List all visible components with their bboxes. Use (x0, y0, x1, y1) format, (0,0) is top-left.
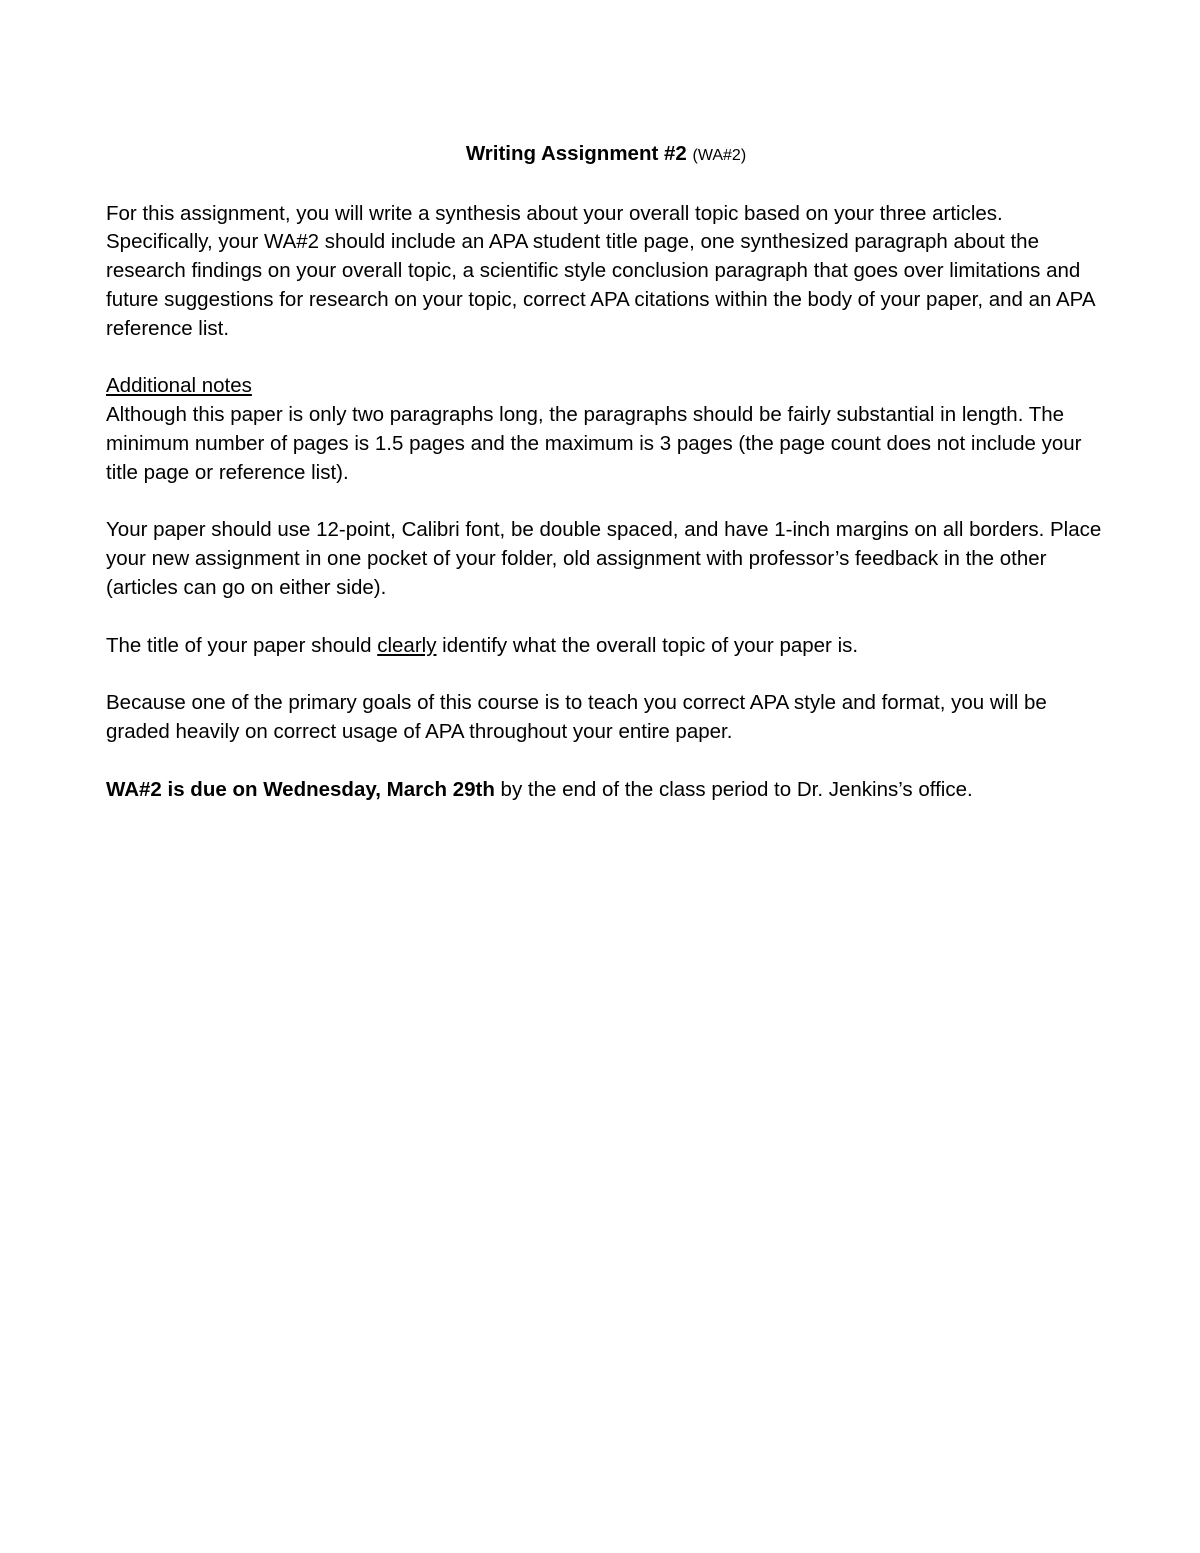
title-requirement-after: identify what the overall topic of your paper is. (436, 633, 859, 657)
additional-notes-text: Although this paper is only two paragraphs long, the paragraphs should be fairly substantial in length. The minimum number of pages is 1.5 pages and the maximum is 3 pages (the page count does not include your title page or reference list). (106, 403, 1082, 484)
apa-paragraph: Because one of the primary goals of this course is to teach you correct APA style and format, you will be graded heavily on correct usage of APA throughout your entire paper. (106, 691, 1047, 743)
additional-notes-heading: Additional notes (106, 374, 252, 398)
title-main: Writing Assignment #2 (465, 142, 687, 165)
intro-paragraph: For this assignment, you will write a synthesis about your overall topic based on your three articles. Specifically, your WA#2 should include an APA student title page, one synthesized paragraph about the research findings on your overall topic, a scientific style conclusion paragraph that goes over limitations and future suggestions for research on your topic, correct APA citations within the body of your paper, and an APA reference list. (106, 201, 1095, 340)
title-abbreviation: (WA#2) (692, 147, 747, 164)
due-date-rest: by the end of the class period to Dr. Jenkins’s office. (494, 777, 973, 801)
due-date-bold: WA#2 is due on Wednesday, March 29th (106, 777, 495, 801)
due-date-paragraph (106, 776, 1106, 805)
document-title (106, 140, 1106, 171)
format-paragraph: Your paper should use 12-point, Calibri font, be double spaced, and have 1-inch margins on all borders. Place your new assignment in one pocket of your folder, old assignment with professor’s feedback in the other (articles can go on either side). (106, 518, 1102, 599)
title-requirement-paragraph (106, 632, 1106, 661)
title-requirement-emphasis: clearly (377, 633, 437, 657)
title-requirement-before: The title of your paper should (106, 633, 378, 657)
additional-notes-section (106, 372, 1106, 487)
document-body (106, 140, 1106, 833)
